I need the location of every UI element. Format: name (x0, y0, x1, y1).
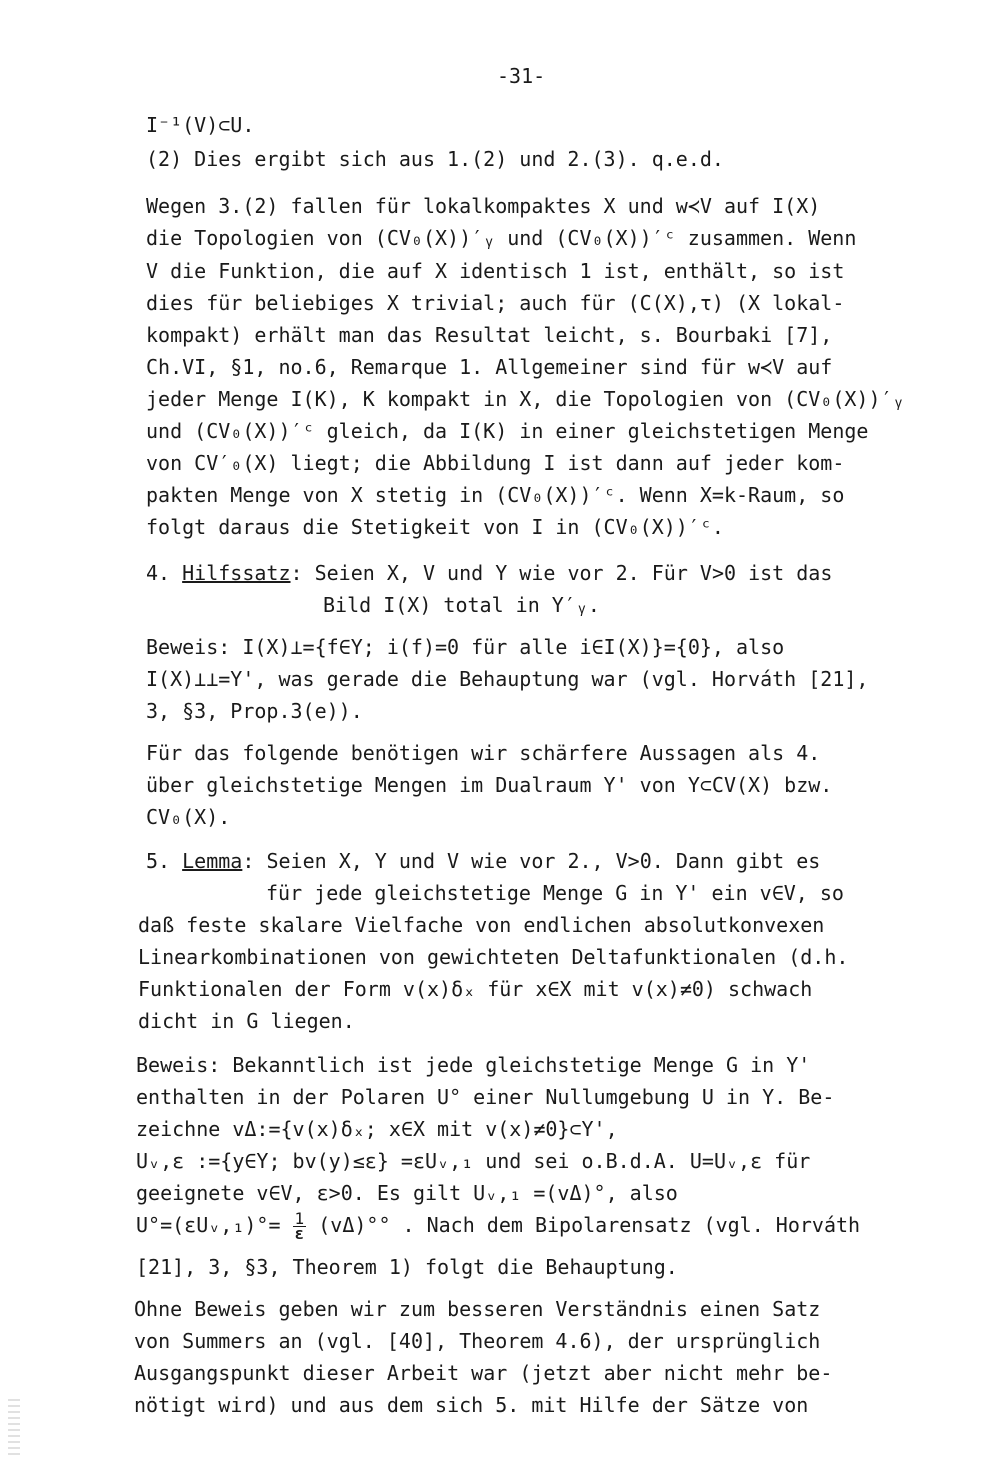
text-line: nötigt wird) und aus dem sich 5. mit Hilfe der Sätze von (134, 1393, 809, 1417)
section-heading: Hilfssatz (182, 561, 291, 585)
text-line: pakten Menge von X stetig in (CV₀(X))′ᶜ. Wenn X=k-Raum, so (146, 483, 845, 507)
text-line: Ohne Beweis geben wir zum besseren Verständnis einen Satz (134, 1297, 821, 1321)
text-line: zeichne vΔ:={v(x)δₓ; x∈X mit v(x)≠0}⊂Y', (136, 1117, 618, 1141)
text-line: I⁻¹(V)⊂U. (146, 113, 255, 137)
fraction-denominator: ε (294, 1224, 305, 1243)
text-line: von CV′₀(X) liegt; die Abbildung I ist dann auf jeder kom- (146, 451, 845, 475)
text-line: Beweis: Bekanntlich ist jede gleichstetige Menge G in Y' (136, 1053, 811, 1077)
scan-edge-artifact (8, 1395, 20, 1455)
section-number: 5. (146, 849, 171, 873)
text-line: Uᵥ,ε :={y∈Y; bv(y)≤ε} =εUᵥ,₁ und sei o.B.d.A. U=Uᵥ,ε für (136, 1149, 811, 1173)
text-line: Ch.VI, §1, no.6, Remarque 1. Allgemeiner sind für w≺V auf (146, 355, 833, 379)
fraction (293, 1209, 307, 1243)
text-line: daß feste skalare Vielfache von endlichen absolutkonvexen (138, 913, 825, 937)
text-line: Für das folgende benötigen wir schärfere Aussagen als 4. (146, 741, 821, 765)
text-line: geeignete v∈V, ε>0. Es gilt Uᵥ,₁ =(vΔ)°, also (136, 1181, 678, 1205)
text-line: kompakt) erhält man das Resultat leicht, s. Bourbaki [7], (146, 323, 833, 347)
text-line: von Summers an (vgl. [40], Theorem 4.6), der ursprünglich (134, 1329, 821, 1353)
text-line: (2) Dies ergibt sich aus 1.(2) und 2.(3). q.e.d. (146, 147, 724, 171)
formula-right: (vΔ)°° . Nach dem Bipolarensatz (vgl. Horváth (318, 1213, 861, 1237)
text-line: CV₀(X). (146, 805, 231, 829)
text-line: Linearkombinationen von gewichteten Deltafunktionalen (d.h. (138, 945, 849, 969)
formula-left: U°=(εUᵥ,₁)°= (136, 1213, 281, 1237)
text-line: für jede gleichstetige Menge G in Y' ein v∈V, so (266, 881, 844, 905)
section-number: 4. (146, 561, 171, 585)
hilfssatz-statement (146, 560, 832, 586)
text-line: V die Funktion, die auf X identisch 1 ist, enthält, so ist (146, 259, 845, 283)
text-line: jeder Menge I(K), K kompakt in X, die Topologien von (CV₀(X))′ᵧ (146, 387, 905, 411)
text-line: dies für beliebiges X trivial; auch für (C(X),τ) (X lokal- (146, 291, 845, 315)
text-line: Beweis: I(X)⊥={f∈Y; i(f)=0 für alle i∈I(X)}={0}, also (146, 635, 785, 659)
text-line: 3, §3, Prop.3(e)). (146, 699, 363, 723)
text-line: Funktionalen der Form v(x)δₓ für x∈X mit v(x)≠0) schwach (138, 977, 813, 1001)
text-line: und (CV₀(X))′ᶜ gleich, da I(K) in einer gleichstetigen Menge (146, 419, 869, 443)
page-number: -31- (497, 64, 546, 88)
section-heading: Lemma (182, 849, 243, 873)
text-line: Ausgangspunkt dieser Arbeit war (jetzt aber nicht mehr be- (134, 1361, 833, 1385)
text-line: I(X)⊥⊥=Y', was gerade die Behauptung war (vgl. Horváth [21], (146, 667, 869, 691)
text-line: Wegen 3.(2) fallen für lokalkompaktes X und w≺V auf I(X) (146, 194, 821, 218)
text-line: folgt daraus die Stetigkeit von I in (CV₀(X))′ᶜ. (146, 515, 724, 539)
text-line: Bild I(X) total in Y′ᵧ. (323, 593, 600, 617)
text-line: dicht in G liegen. (138, 1009, 355, 1033)
lemma-statement (146, 848, 820, 874)
text-line: [21], 3, §3, Theorem 1) folgt die Behauptung. (136, 1255, 678, 1279)
text-span: : Seien X, V und Y wie vor 2. Für V>0 ist das (290, 561, 833, 585)
text-line: die Topologien von (CV₀(X))′ᵧ und (CV₀(X))′ᶜ zusammen. Wenn (146, 226, 857, 250)
text-line: enthalten in der Polaren U° einer Nullumgebung U in Y. Be- (136, 1085, 835, 1109)
fraction-numerator: 1 (294, 1209, 305, 1228)
text-span: : Seien X, Y und V wie vor 2., V>0. Dann gibt es (242, 849, 821, 873)
text-line: über gleichstetige Mengen im Dualraum Y' von Y⊂CV(X) bzw. (146, 773, 833, 797)
formula-line (136, 1209, 861, 1243)
